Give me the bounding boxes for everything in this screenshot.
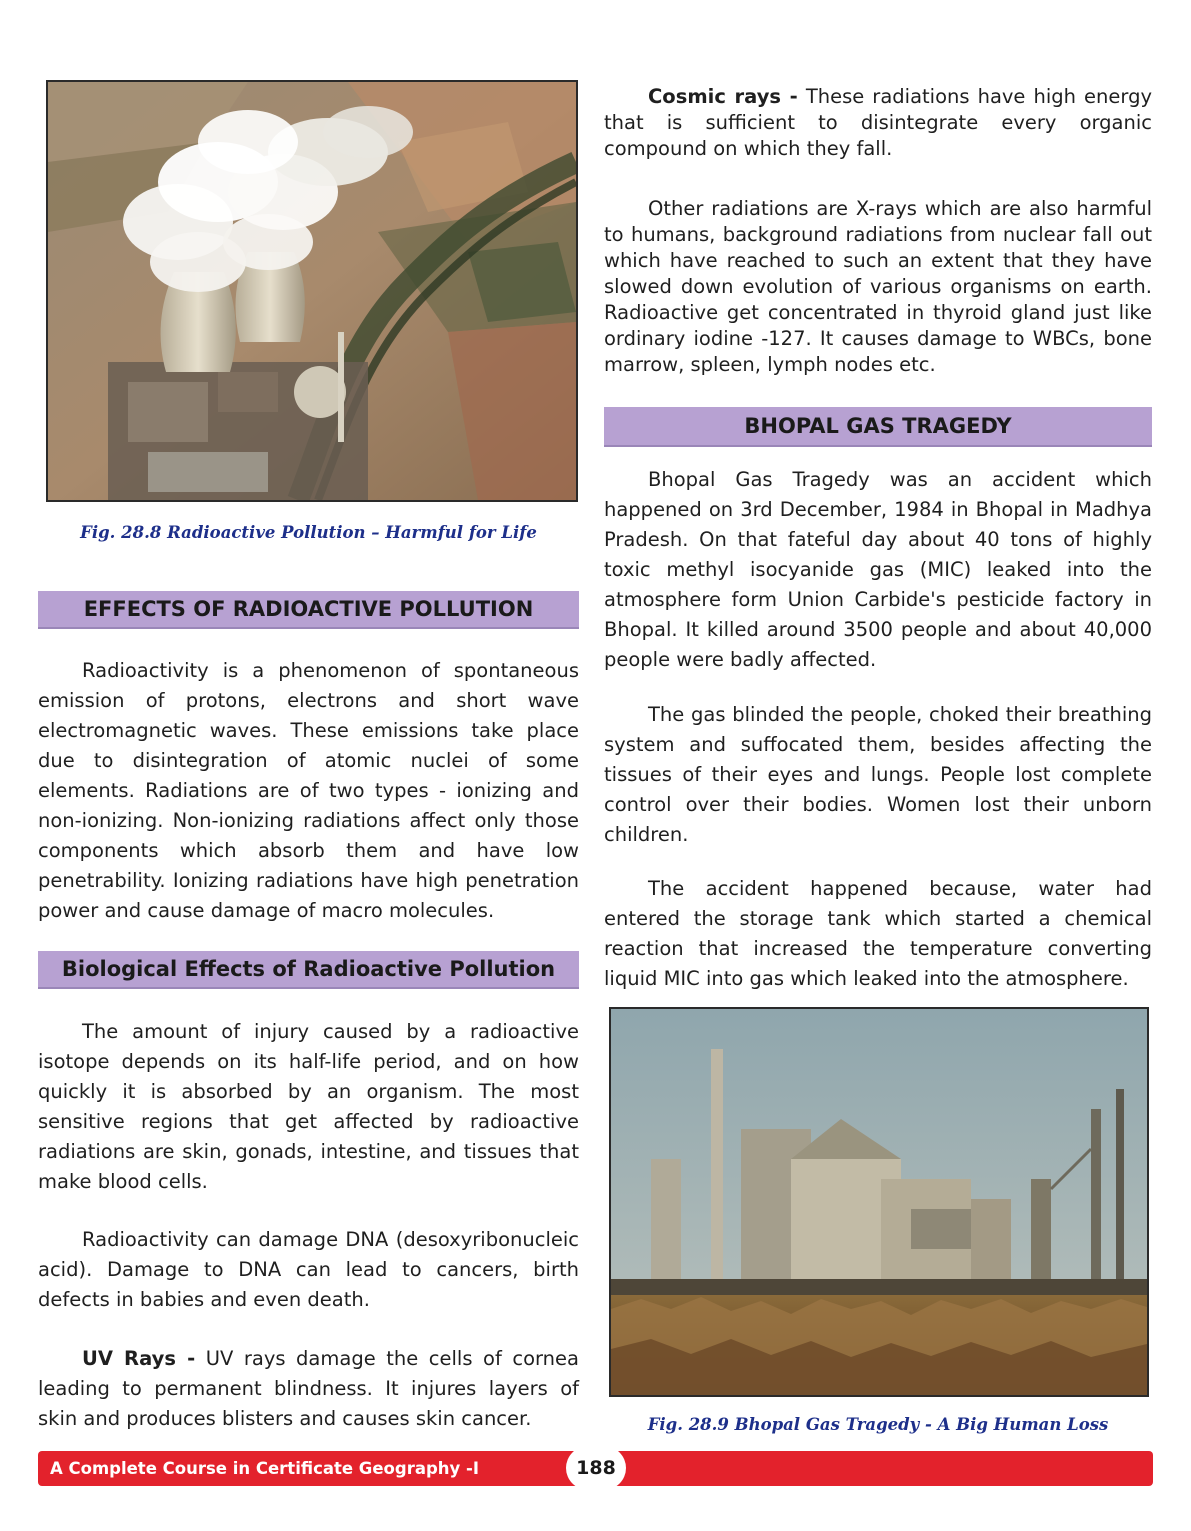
bhopal-heading: BHOPAL GAS TRAGEDY <box>604 407 1152 447</box>
effects-heading: EFFECTS OF RADIOACTIVE POLLUTION <box>38 591 579 629</box>
biological-paragraph-2: Radioactivity can damage DNA (desoxyribonucleic acid). Damage to DNA can lead to cancers, birth defects in babies and even death. <box>38 1228 579 1311</box>
bhopal-paragraph-1: Bhopal Gas Tragedy was an accident which happened on 3rd December, 1984 in Bhopal in Madhya Pradesh. On that fateful day about 40 tons of highly toxic methyl isocyanide gas (MIC) leaked into the atmosphere form Union Carbide's pesticide factory in Bhopal. It killed around 3500 people and about 40,000 people were badly affected. <box>604 468 1152 671</box>
cosmic-rays-label: Cosmic rays - <box>648 85 798 108</box>
page-number: 188 <box>566 1446 626 1490</box>
bhopal-factory-photo <box>609 1007 1149 1397</box>
effects-paragraph: Radioactivity is a phenomenon of spontaneous emission of protons, electrons and short wave electromagnetic waves. These emissions take place due to disintegration of atomic nuclei of some elements. Radiations are of two types - ionizing and non-ionizing. Non-ionizing radiations affect only those components which absorb them and have low penetrability. Ionizing radiations have high penetration power and cause damage of macro molecules. <box>38 659 579 922</box>
cosmic-rays-paragraph <box>604 84 1152 162</box>
bhopal-paragraph-2: The gas blinded the people, choked their breathing system and suffocated them, besides affecting the tissues of their eyes and lungs. People lost complete control over their bodies. Women lost their unborn children. <box>604 703 1152 846</box>
uv-rays-paragraph <box>38 1344 579 1434</box>
book-title: A Complete Course in Certificate Geography -I <box>50 1459 480 1478</box>
figure-caption-28-9: Fig. 28.9 Bhopal Gas Tragedy - A Big Human Loss <box>647 1415 1109 1434</box>
bhopal-factory-illustration <box>611 1009 1147 1395</box>
figure-caption-28-8: Fig. 28.8 Radioactive Pollution – Harmful for Life <box>80 523 537 542</box>
other-radiations-paragraph: Other radiations are X-rays which are also harmful to humans, background radiations from nuclear fall out which have reached to such an extent that they have slowed down evolution of various organisms on earth. Radioactive get concentrated in thyroid gland just like ordinary iodine -127. It causes damage to WBCs, bone marrow, spleen, lymph nodes etc. <box>604 197 1152 376</box>
uv-rays-text: UV rays damage the cells of cornea leading to permanent blindness. It injures layers of skin and produces blisters and causes skin cancer. <box>38 1347 579 1430</box>
cosmic-rays-text: These radiations have high energy that is sufficient to disintegrate every organic compound on which they fall. <box>604 85 1152 160</box>
biological-effects-heading: Biological Effects of Radioactive Pollution <box>38 951 579 989</box>
nuclear-plant-illustration <box>48 82 576 500</box>
biological-paragraph-1: The amount of injury caused by a radioactive isotope depends on its half-life period, and on how quickly it is absorbed by an organism. The most sensitive regions that get affected by radioactive radiations are skin, gonads, intestine, and tissues that make blood cells. <box>38 1020 579 1193</box>
nuclear-plant-photo <box>46 80 578 502</box>
bhopal-paragraph-3: The accident happened because, water had entered the storage tank which started a chemical reaction that increased the temperature converting liquid MIC into gas which leaked into the atmosphere. <box>604 877 1152 990</box>
uv-rays-label: UV Rays - <box>82 1347 196 1370</box>
